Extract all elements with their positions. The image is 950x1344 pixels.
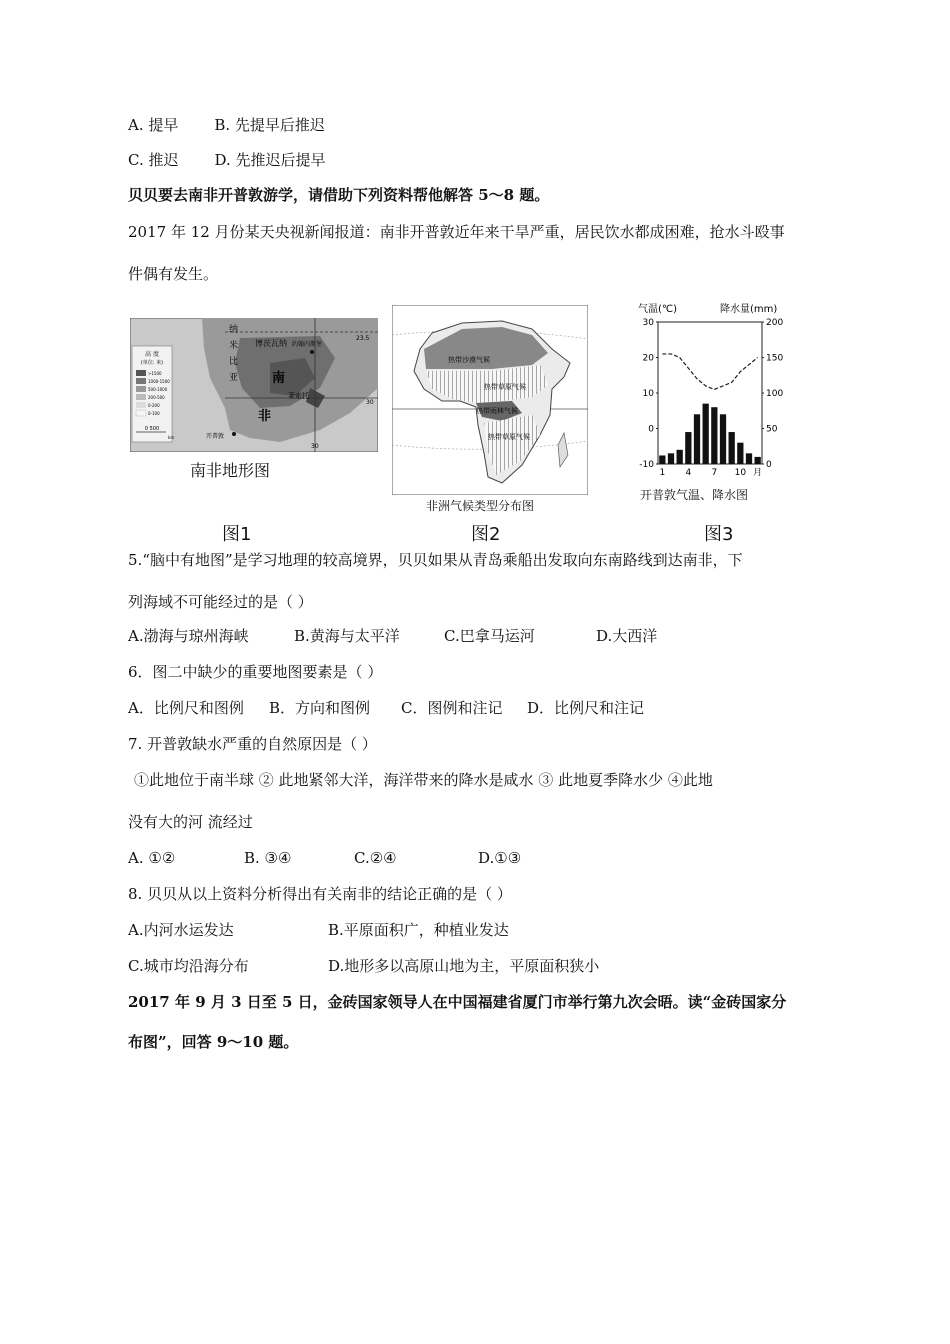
- q6-options: [128, 698, 644, 718]
- fig1-label-namibia: 纳: [229, 325, 239, 335]
- q5-options: [128, 626, 657, 646]
- fig1-legend-item: 0-200: [148, 403, 160, 408]
- fig1-legend-item: 0-100: [148, 411, 160, 416]
- fig1-scale-unit: km: [168, 435, 175, 440]
- precip-tick-label: 100: [766, 389, 784, 399]
- climate-chart-svg: [628, 302, 792, 500]
- month-tick-label: 月: [753, 468, 763, 478]
- fig1-label-africa: 非: [258, 409, 272, 424]
- temp-tick-label: -10: [639, 460, 654, 470]
- fig2-caption: 图2: [471, 524, 501, 545]
- fig1-legend-item: >1500: [148, 371, 162, 376]
- precip-bar: [720, 414, 726, 464]
- fig1-label-namibia-2: 米: [229, 341, 239, 351]
- precip-bar: [711, 407, 717, 464]
- q6-option-b: B．方向和图例: [269, 699, 371, 717]
- q5-line-1: 5.“脑中有地图”是学习地理的较高境界，贝贝如果从青岛乘船出发取向东南路线到达南非，下: [128, 551, 743, 569]
- fig1-label-lat: 23.5: [356, 335, 370, 342]
- q7-options: [128, 848, 521, 868]
- fig1-legend-title: 高 度: [145, 351, 159, 358]
- fig1-caption: 图1: [222, 524, 252, 545]
- q8-options-row2: [128, 956, 599, 976]
- fig2-label-rainforest: 热带雨林气候: [476, 407, 518, 415]
- fig1-label-capetown: 开普敦: [206, 433, 225, 440]
- q7-stem: 7. 开普敦缺水严重的自然原因是（ ）: [128, 735, 377, 753]
- q4-option-d: D. 先推迟后提早: [214, 151, 326, 169]
- month-tick-label: 10: [734, 468, 747, 478]
- temp-tick-label: 20: [642, 353, 654, 364]
- q8-option-b: B.平原面积广，种植业发达: [328, 921, 509, 939]
- fig1-label-lesotho: 莱索托: [288, 392, 309, 400]
- q7-option-d: D.①③: [478, 849, 522, 867]
- q5-option-c: C.巴拿马运河: [444, 627, 535, 645]
- news-line-2: 件偶有发生。: [128, 265, 219, 283]
- fig1-label-namibia-4: 亚: [229, 373, 239, 383]
- precip-tick-label: 150: [766, 353, 784, 364]
- fig1-label-botswana: 博茨瓦纳: [255, 339, 287, 348]
- q5-option-d: D.大西洋: [596, 627, 658, 645]
- fig3-precip-label: 降水量(mm): [720, 304, 778, 315]
- fig1-label-lat2: 30: [366, 399, 374, 406]
- precip-bar: [694, 414, 700, 464]
- q8-options-row1: [128, 920, 509, 940]
- fig1-legend-unit: (单位: 米): [140, 360, 164, 366]
- africa-climate-map: [392, 305, 588, 495]
- precip-bar: [746, 453, 752, 464]
- q8-option-c: C.城市均沿海分布: [128, 957, 249, 975]
- q4-option-b: B. 先提早后推迟: [214, 116, 325, 134]
- fig3-plot-frame: [658, 322, 762, 464]
- temp-tick-label: 10: [642, 389, 654, 399]
- fig3-title: 开普敦气温、降水图: [640, 488, 749, 502]
- fig1-legend-item: 500-1000: [148, 387, 168, 392]
- temp-tick-label: 0: [648, 424, 654, 435]
- capetown-climate-chart: [628, 302, 792, 500]
- precip-bar: [737, 443, 743, 464]
- intro-9-10-line-1: 2017 年 9 月 3 日至 5 日，金砖国家领导人在中国福建省厦门市举行第九次会晤。读“金砖国家分: [128, 993, 787, 1011]
- month-tick-label: 4: [685, 468, 692, 478]
- q6-stem: 6．图二中缺少的重要地图要素是（ ）: [128, 663, 383, 681]
- precip-bar: [755, 457, 761, 464]
- q7-option-b: B. ③④: [244, 849, 292, 867]
- q5-option-b: B.黄海与太平洋: [294, 627, 400, 645]
- south-africa-terrain-map: [130, 318, 378, 452]
- precip-bar: [729, 432, 735, 464]
- month-tick-label: 1: [659, 468, 666, 478]
- q6-option-c: C．图例和注记: [401, 699, 503, 717]
- precip-bar: [659, 455, 665, 464]
- precip-tick-label: 50: [766, 424, 778, 435]
- fig1-label-lon: 30: [311, 443, 319, 450]
- temp-line: [662, 354, 757, 390]
- fig3-temp-label: 气温(℃): [638, 304, 678, 315]
- q8-stem: 8. 贝贝从以上资料分析得出有关南非的结论正确的是（ ）: [128, 885, 512, 903]
- q4-options-row1: [128, 115, 325, 135]
- q5-option-a: A.渤海与琼州海峡: [128, 627, 249, 645]
- q6-option-a: A．比例尺和图例: [128, 699, 244, 717]
- q7-option-a: A. ①②: [128, 849, 176, 867]
- precip-tick-label: 0: [766, 460, 772, 470]
- q7-line-2: 没有大的河 流经过: [128, 813, 253, 831]
- precip-bar: [668, 453, 674, 464]
- month-tick-label: 7: [711, 468, 718, 478]
- precip-bar: [703, 404, 709, 464]
- precip-bar: [685, 432, 691, 464]
- fig1-scale: 0 500: [144, 426, 160, 432]
- q7-line-1: ①此地位于南半球 ② 此地紧邻大洋，海洋带来的降水是咸水 ③ 此地夏季降水少 ④此地: [134, 771, 713, 789]
- q7-option-c: C.②④: [354, 849, 397, 867]
- news-line-1: 2017 年 12 月份某天央视新闻报道：南非开普敦近年来干旱严重，居民饮水都成困难，抢水斗殴事: [128, 223, 785, 241]
- fig1-title: 南非地形图: [190, 461, 271, 480]
- fig1-legend-item: 200-500: [148, 395, 165, 400]
- fig3-caption: 图3: [704, 524, 734, 545]
- intro-5-8: 贝贝要去南非开普敦游学，请借助下列资料帮他解答 5～8 题。: [128, 186, 550, 204]
- q4-option-c: C. 推迟: [128, 151, 179, 169]
- q8-option-d: D.地形多以高原山地为主，平原面积狭小: [328, 957, 600, 975]
- q4-option-a: A. 提早: [128, 116, 179, 134]
- temp-tick-label: 30: [642, 318, 654, 328]
- q6-option-d: D．比例尺和注记: [527, 699, 645, 717]
- fig1-label-city: 约翰内斯堡: [292, 341, 323, 348]
- fig2-title: 非洲气候类型分布图: [426, 499, 535, 513]
- q8-option-a: A.内河水运发达: [128, 921, 234, 939]
- fig2-label-savanna: 热带草原气候: [484, 383, 526, 391]
- fig1-legend-item: 1000-1500: [148, 379, 170, 384]
- q4-options-row2: [128, 150, 326, 170]
- fig1-label-namibia-3: 比: [229, 357, 239, 367]
- intro-9-10-line-2: 布图”，回答 9～10 题。: [128, 1033, 299, 1051]
- precip-bar: [677, 450, 683, 464]
- precip-tick-label: 200: [766, 318, 784, 328]
- fig2-label-desert: 热带沙漠气候: [448, 356, 490, 364]
- q5-line-2: 列海域不可能经过的是（ ）: [128, 593, 313, 611]
- fig2-label-savanna-south: 热带草原气候: [488, 433, 530, 441]
- fig1-label-south: 南: [272, 371, 286, 386]
